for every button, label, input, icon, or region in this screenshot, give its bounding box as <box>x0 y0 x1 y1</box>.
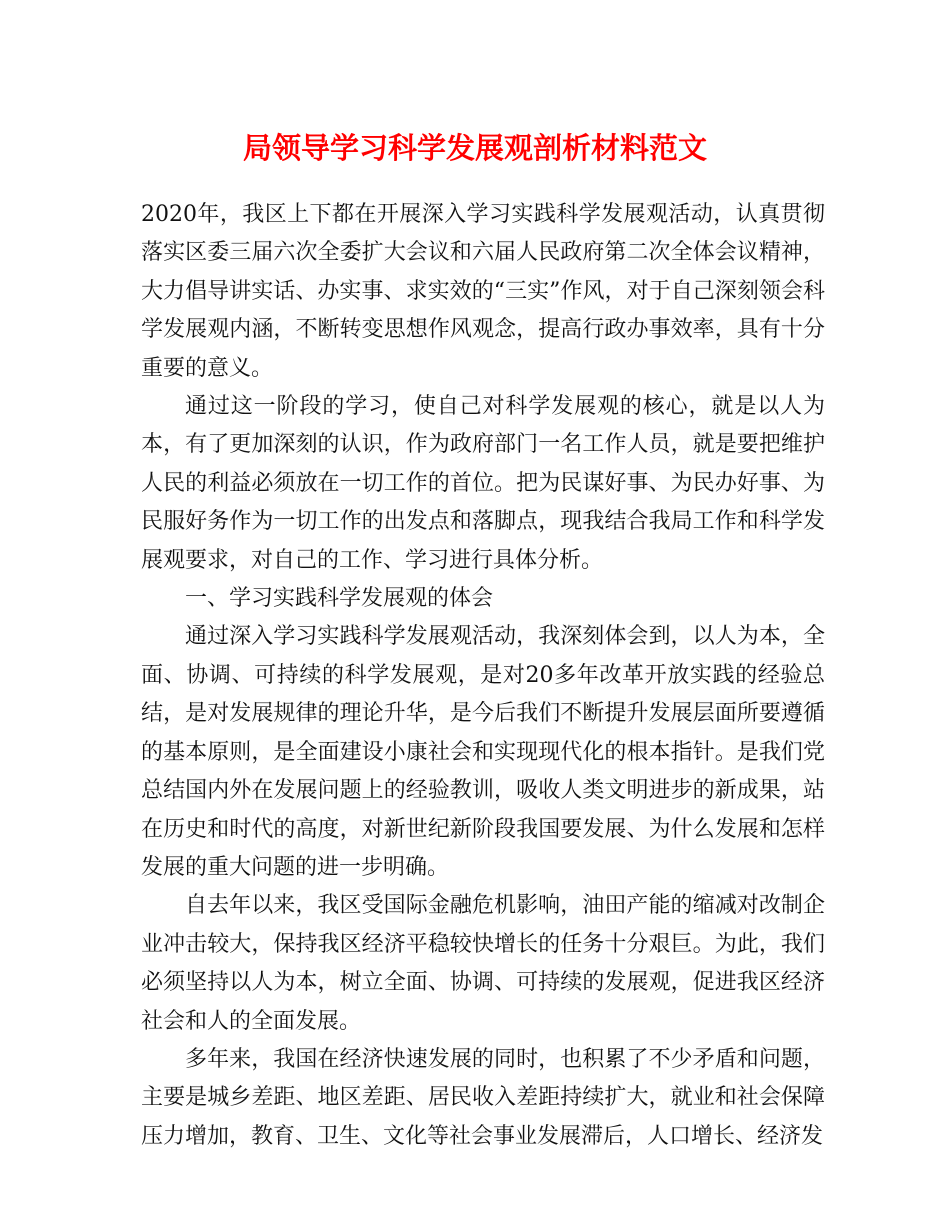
paragraph-study-reflection: 通过这一阶段的学习，使自己对科学发展观的核心，就是以人为本，有了更加深刻的认识，作为政府部门一名工作人员，就是要把维护人民的利益必须放在一切工作的首位。把为民谋好事、为民办好事、为民服好务作为一切工作的出发点和落脚点，现我结合我局工作和科学发展观要求，对自己的工作、学习进行具体分析。 <box>141 394 825 573</box>
paragraph-intro: 2020年，我区上下都在开展深入学习实践科学发展观活动，认真贯彻落实区委三届六次全委扩大会议和六届人民政府第二次全体会议精神，大力倡导讲实话、办实事、求实效的“三实”作风，对于自己深刻领会科学发展观内涵，不断转变思想作风观念，提高行政办事效率，具有十分重要的意义。 <box>141 202 825 381</box>
document-title: 局领导学习科学发展观剖析材料范文 <box>242 131 707 165</box>
paragraph-local-economy: 自去年以来，我区受国际金融危机影响，油田产能的缩减对改制企业冲击较大，保持我区经济平稳较快增长的任务十分艰巨。为此，我们必须坚持以人为本，树立全面、协调、可持续的发展观，促进我区经济社会和人的全面发展。 <box>141 893 825 1034</box>
section-heading-1: 一、学习实践科学发展观的体会 <box>185 586 494 612</box>
paragraph-experience: 通过深入学习实践科学发展观活动，我深刻体会到，以人为本，全面、协调、可持续的科学发展观，是对20多年改革开放实践的经验总结，是对发展规律的理论升华，是今后我们不断提升发展层面所要遵循的基本原则，是全面建设小康社会和实现现代化的根本指针。是我们党总结国内外在发展问题上的经验教训，吸收人类文明进步的新成果，站在历史和时代的高度，对新世纪新阶段我国要发展、为什么发展和怎样发展的重大问题的进一步明确。 <box>141 624 825 880</box>
document-body <box>141 196 825 1156</box>
paragraph-problems: 多年来，我国在经济快速发展的同时，也积累了不少矛盾和问题，主要是城乡差距、地区差距、居民收入差距持续扩大，就业和社会保障压力增加，教育、卫生、文化等社会事业发展滞后，人口增长、经济发 <box>141 1046 825 1149</box>
